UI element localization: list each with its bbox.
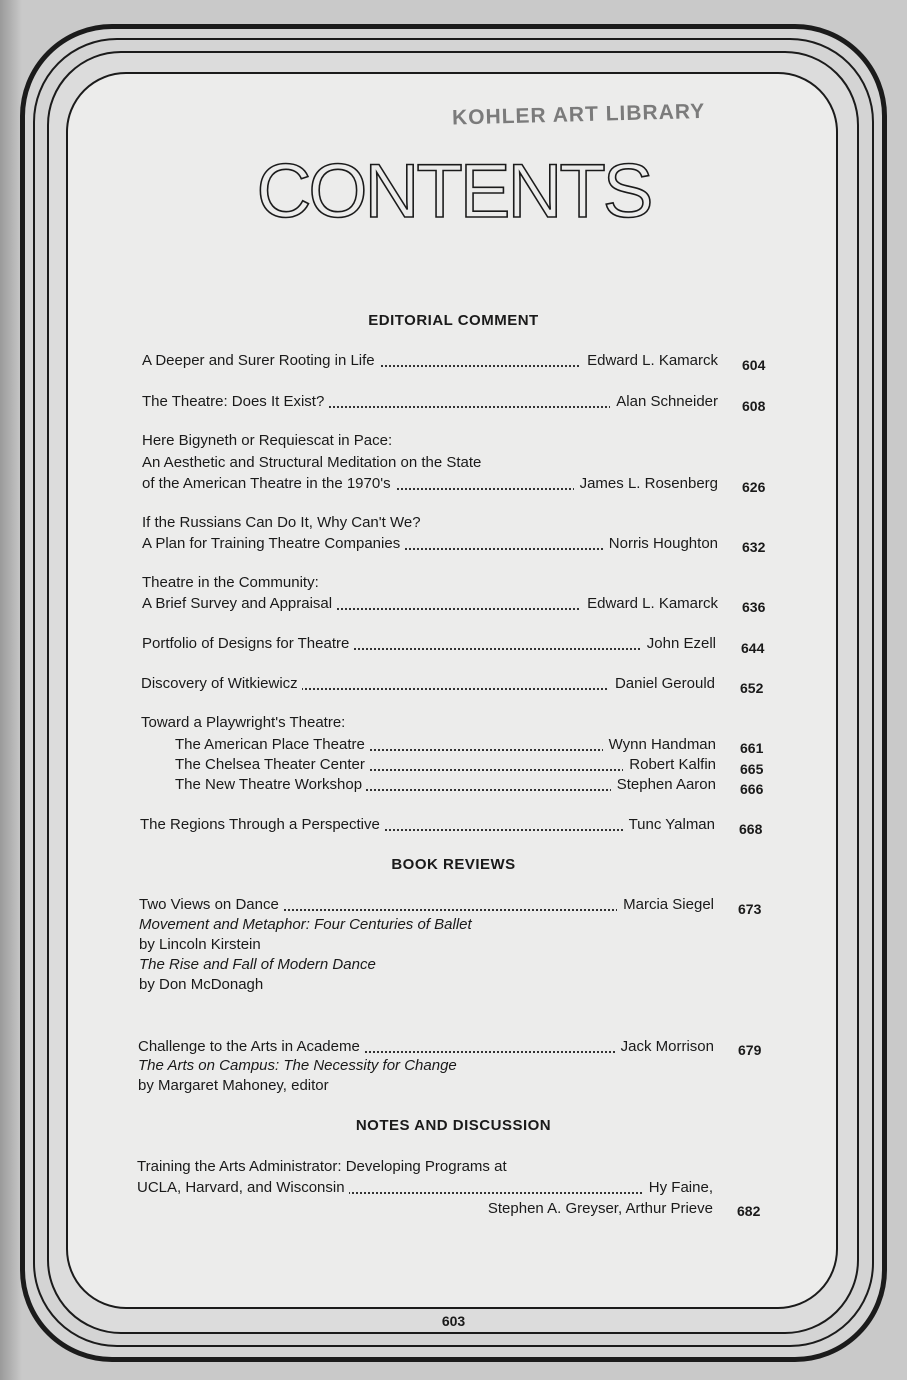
entry-author: Stephen Aaron <box>611 775 716 795</box>
toc-entry[interactable] <box>137 1178 713 1198</box>
entry-author: Norris Houghton <box>603 534 718 554</box>
reviewed-book-title: The Arts on Campus: The Necessity for Change <box>138 1057 457 1074</box>
toc-entry[interactable] <box>142 594 718 614</box>
entry-page: 652 <box>740 680 764 696</box>
entry-author: Jack Morrison <box>615 1037 714 1057</box>
entry-title: The American Place Theatre <box>175 735 369 755</box>
entry-title: Discovery of Witkiewicz <box>141 674 302 694</box>
entry-title-line: If the Russians Can Do It, Why Can't We? <box>142 514 421 531</box>
entry-page: 636 <box>742 599 766 615</box>
section-heading-editorial: EDITORIAL COMMENT <box>368 312 539 329</box>
reviewed-book-author: by Lincoln Kirstein <box>139 936 261 953</box>
toc-entry[interactable] <box>175 755 716 775</box>
section-heading-reviews: BOOK REVIEWS <box>391 856 516 873</box>
entry-title-line: An Aesthetic and Structural Meditation on the State <box>142 454 482 471</box>
entry-page: 608 <box>742 398 766 414</box>
entry-author: Alan Schneider <box>610 392 718 412</box>
reviewed-book-author: by Don McDonagh <box>139 976 264 993</box>
entry-page: 682 <box>737 1203 761 1219</box>
entry-title: Two Views on Dance <box>139 895 283 915</box>
page-number: 603 <box>441 1313 466 1329</box>
toc-entry[interactable] <box>140 815 715 835</box>
entry-title-line: Toward a Playwright's Theatre: <box>141 714 346 731</box>
entry-page: 626 <box>742 479 766 495</box>
entry-author: James L. Rosenberg <box>574 474 718 494</box>
entry-title-line: Training the Arts Administrator: Developing Programs at <box>137 1158 507 1175</box>
entry-author: Marcia Siegel <box>617 895 714 915</box>
entry-page: 673 <box>738 901 762 917</box>
entry-page: 665 <box>740 761 764 777</box>
toc-entry[interactable] <box>141 674 715 694</box>
toc-entry[interactable] <box>138 1037 714 1057</box>
entry-author: Tunc Yalman <box>623 815 715 835</box>
entry-page: 632 <box>742 539 766 555</box>
entry-title: The Chelsea Theater Center <box>175 755 369 775</box>
entry-title: The Regions Through a Perspective <box>140 815 384 835</box>
entry-page: 666 <box>740 781 764 797</box>
entry-page: 661 <box>740 740 764 756</box>
entry-author: Hy Faine, <box>643 1178 713 1198</box>
entry-author: Edward L. Kamarck <box>581 594 718 614</box>
entry-title: The Theatre: Does It Exist? <box>142 392 328 412</box>
reviewed-book-author: by Margaret Mahoney, editor <box>138 1077 329 1094</box>
entry-title-line: Theatre in the Community: <box>142 574 319 591</box>
toc-entry[interactable] <box>139 895 714 915</box>
entry-author: Robert Kalfin <box>623 755 716 775</box>
toc-entry[interactable] <box>175 735 716 755</box>
toc-entry[interactable] <box>142 474 718 494</box>
toc-entry[interactable] <box>142 392 718 412</box>
entry-title: A Plan for Training Theatre Companies <box>142 534 404 554</box>
entry-title: UCLA, Harvard, and Wisconsin <box>137 1178 349 1198</box>
entry-author: Edward L. Kamarck <box>581 351 718 371</box>
reviewed-book-title: The Rise and Fall of Modern Dance <box>139 956 376 973</box>
entry-page: 644 <box>741 640 765 656</box>
entry-title: of the American Theatre in the 1970's <box>142 474 395 494</box>
entry-title-line: Here Bigyneth or Requiescat in Pace: <box>142 432 393 449</box>
entry-page: 668 <box>739 821 763 837</box>
entry-title: Challenge to the Arts in Academe <box>138 1037 364 1057</box>
entry-title: A Deeper and Surer Rooting in Life <box>142 351 379 371</box>
toc-entry[interactable] <box>175 775 716 795</box>
entry-title: A Brief Survey and Appraisal <box>142 594 336 614</box>
entry-author: John Ezell <box>641 634 716 654</box>
entry-title: Portfolio of Designs for Theatre <box>142 634 353 654</box>
reviewed-book-title: Movement and Metaphor: Four Centuries of Ballet <box>139 916 472 933</box>
page-title: CONTENTS <box>256 149 651 234</box>
toc-entry[interactable] <box>142 351 718 371</box>
entry-author: Wynn Handman <box>603 735 716 755</box>
toc-entry[interactable] <box>142 634 716 654</box>
entry-page: 604 <box>742 357 766 373</box>
entry-page: 679 <box>738 1042 762 1058</box>
entry-author-continued: Stephen A. Greyser, Arthur Prieve <box>487 1200 713 1217</box>
library-stamp: KOHLER ART LIBRARY <box>451 99 706 130</box>
entry-title: The New Theatre Workshop <box>175 775 366 795</box>
section-heading-notes: NOTES AND DISCUSSION <box>355 1117 552 1134</box>
entry-author: Daniel Gerould <box>609 674 715 694</box>
toc-entry[interactable] <box>142 534 718 554</box>
